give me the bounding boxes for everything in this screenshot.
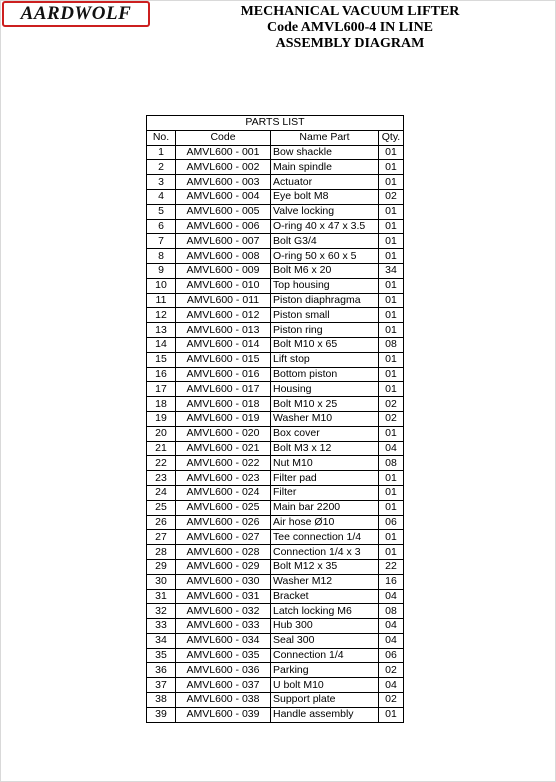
table-row: [147, 323, 404, 338]
table-row: [147, 145, 404, 160]
cell-name: Connection 1/4 x 3: [271, 545, 379, 560]
cell-qty: 01: [379, 530, 404, 545]
header-name: Name Part: [271, 130, 379, 145]
cell-qty: 01: [379, 323, 404, 338]
cell-no: 1: [147, 145, 176, 160]
cell-code: AMVL600 - 020: [176, 426, 271, 441]
parts-list-table: [146, 115, 404, 723]
table-row: [147, 411, 404, 426]
cell-name: O-ring 50 x 60 x 5: [271, 249, 379, 264]
cell-code: AMVL600 - 011: [176, 293, 271, 308]
cell-qty: 04: [379, 441, 404, 456]
cell-name: Seal 300: [271, 633, 379, 648]
cell-code: AMVL600 - 031: [176, 589, 271, 604]
cell-qty: 02: [379, 189, 404, 204]
cell-no: 30: [147, 574, 176, 589]
cell-name: Air hose Ø10: [271, 515, 379, 530]
aardwolf-logo: [2, 1, 150, 27]
cell-qty: 22: [379, 559, 404, 574]
cell-qty: 04: [379, 633, 404, 648]
table-row: [147, 530, 404, 545]
cell-qty: 06: [379, 515, 404, 530]
cell-name: Connection 1/4: [271, 648, 379, 663]
cell-no: 24: [147, 485, 176, 500]
table-row: [147, 337, 404, 352]
cell-qty: 06: [379, 648, 404, 663]
header-qty: Qty.: [379, 130, 404, 145]
cell-no: 22: [147, 456, 176, 471]
cell-no: 11: [147, 293, 176, 308]
table-row: [147, 707, 404, 722]
cell-code: AMVL600 - 027: [176, 530, 271, 545]
cell-no: 38: [147, 693, 176, 708]
cell-no: 13: [147, 323, 176, 338]
cell-code: AMVL600 - 014: [176, 337, 271, 352]
table-row: [147, 604, 404, 619]
cell-no: 23: [147, 471, 176, 486]
cell-name: Bow shackle: [271, 145, 379, 160]
cell-no: 20: [147, 426, 176, 441]
cell-no: 15: [147, 352, 176, 367]
cell-name: Box cover: [271, 426, 379, 441]
cell-no: 35: [147, 648, 176, 663]
cell-name: U bolt M10: [271, 678, 379, 693]
cell-no: 4: [147, 189, 176, 204]
cell-no: 25: [147, 500, 176, 515]
cell-code: AMVL600 - 006: [176, 219, 271, 234]
cell-code: AMVL600 - 025: [176, 500, 271, 515]
cell-name: Bracket: [271, 589, 379, 604]
cell-code: AMVL600 - 015: [176, 352, 271, 367]
header-code: Code: [176, 130, 271, 145]
cell-name: Support plate: [271, 693, 379, 708]
cell-code: AMVL600 - 032: [176, 604, 271, 619]
cell-code: AMVL600 - 009: [176, 263, 271, 278]
cell-name: Piston ring: [271, 323, 379, 338]
cell-code: AMVL600 - 036: [176, 663, 271, 678]
cell-no: 26: [147, 515, 176, 530]
cell-qty: 01: [379, 471, 404, 486]
cell-no: 7: [147, 234, 176, 249]
cell-no: 29: [147, 559, 176, 574]
table-row: [147, 515, 404, 530]
cell-name: Valve locking: [271, 204, 379, 219]
table-row: [147, 693, 404, 708]
cell-qty: 04: [379, 589, 404, 604]
cell-qty: 01: [379, 367, 404, 382]
table-row: [147, 234, 404, 249]
cell-no: 31: [147, 589, 176, 604]
cell-name: Piston diaphragma: [271, 293, 379, 308]
cell-no: 37: [147, 678, 176, 693]
cell-name: Washer M12: [271, 574, 379, 589]
cell-code: AMVL600 - 023: [176, 471, 271, 486]
cell-code: AMVL600 - 021: [176, 441, 271, 456]
table-row: [147, 471, 404, 486]
table-row: [147, 559, 404, 574]
cell-name: Eye bolt M8: [271, 189, 379, 204]
cell-name: Washer M10: [271, 411, 379, 426]
cell-code: AMVL600 - 010: [176, 278, 271, 293]
parts-list-caption: PARTS LIST: [147, 116, 404, 131]
logo-text: AARDWOLF: [20, 3, 132, 24]
cell-name: O-ring 40 x 47 x 3.5: [271, 219, 379, 234]
cell-no: 17: [147, 382, 176, 397]
cell-code: AMVL600 - 029: [176, 559, 271, 574]
table-row: [147, 633, 404, 648]
cell-code: AMVL600 - 007: [176, 234, 271, 249]
cell-qty: 08: [379, 456, 404, 471]
parts-list-header-row: [147, 130, 404, 145]
cell-no: 28: [147, 545, 176, 560]
cell-qty: 08: [379, 337, 404, 352]
cell-code: AMVL600 - 026: [176, 515, 271, 530]
cell-name: Nut M10: [271, 456, 379, 471]
table-row: [147, 397, 404, 412]
cell-no: 36: [147, 663, 176, 678]
cell-qty: 01: [379, 204, 404, 219]
cell-code: AMVL600 - 034: [176, 633, 271, 648]
cell-name: Bolt M6 x 20: [271, 263, 379, 278]
cell-no: 34: [147, 633, 176, 648]
cell-name: Hub 300: [271, 619, 379, 634]
cell-name: Handle assembly: [271, 707, 379, 722]
cell-code: AMVL600 - 024: [176, 485, 271, 500]
cell-code: AMVL600 - 012: [176, 308, 271, 323]
table-row: [147, 678, 404, 693]
cell-qty: 02: [379, 693, 404, 708]
cell-qty: 01: [379, 293, 404, 308]
cell-name: Lift stop: [271, 352, 379, 367]
cell-qty: 02: [379, 397, 404, 412]
cell-name: Main bar 2200: [271, 500, 379, 515]
cell-qty: 04: [379, 619, 404, 634]
table-row: [147, 456, 404, 471]
table-row: [147, 249, 404, 264]
cell-code: AMVL600 - 019: [176, 411, 271, 426]
cell-qty: 01: [379, 545, 404, 560]
cell-no: 8: [147, 249, 176, 264]
table-row: [147, 352, 404, 367]
cell-name: Top housing: [271, 278, 379, 293]
table-row: [147, 367, 404, 382]
cell-no: 39: [147, 707, 176, 722]
cell-code: AMVL600 - 013: [176, 323, 271, 338]
cell-code: AMVL600 - 033: [176, 619, 271, 634]
table-row: [147, 441, 404, 456]
cell-name: Bottom piston: [271, 367, 379, 382]
cell-no: 27: [147, 530, 176, 545]
cell-no: 6: [147, 219, 176, 234]
table-row: [147, 648, 404, 663]
cell-name: Bolt M12 x 35: [271, 559, 379, 574]
header-no: No.: [147, 130, 176, 145]
title-line-3: ASSEMBLY DIAGRAM: [275, 36, 425, 51]
cell-code: AMVL600 - 004: [176, 189, 271, 204]
document-title: [200, 4, 500, 52]
table-row: [147, 189, 404, 204]
cell-qty: 02: [379, 663, 404, 678]
cell-no: 12: [147, 308, 176, 323]
cell-no: 9: [147, 263, 176, 278]
table-row: [147, 263, 404, 278]
table-row: [147, 574, 404, 589]
cell-name: Actuator: [271, 175, 379, 190]
cell-qty: 34: [379, 263, 404, 278]
cell-qty: 01: [379, 308, 404, 323]
cell-code: AMVL600 - 022: [176, 456, 271, 471]
cell-qty: 01: [379, 382, 404, 397]
cell-no: 2: [147, 160, 176, 175]
cell-qty: 04: [379, 678, 404, 693]
cell-no: 10: [147, 278, 176, 293]
title-line-1: MECHANICAL VACUUM LIFTER: [240, 4, 460, 19]
cell-qty: 01: [379, 707, 404, 722]
cell-no: 14: [147, 337, 176, 352]
cell-qty: 01: [379, 278, 404, 293]
cell-code: AMVL600 - 005: [176, 204, 271, 219]
cell-name: Housing: [271, 382, 379, 397]
cell-no: 32: [147, 604, 176, 619]
cell-code: AMVL600 - 035: [176, 648, 271, 663]
cell-qty: 01: [379, 500, 404, 515]
table-row: [147, 160, 404, 175]
cell-code: AMVL600 - 002: [176, 160, 271, 175]
cell-qty: 02: [379, 411, 404, 426]
cell-qty: 01: [379, 175, 404, 190]
cell-name: Bolt M3 x 12: [271, 441, 379, 456]
cell-qty: 01: [379, 145, 404, 160]
cell-name: Piston small: [271, 308, 379, 323]
cell-code: AMVL600 - 001: [176, 145, 271, 160]
cell-qty: 08: [379, 604, 404, 619]
cell-name: Filter: [271, 485, 379, 500]
table-row: [147, 293, 404, 308]
table-row: [147, 500, 404, 515]
table-row: [147, 204, 404, 219]
title-line-2: Code AMVL600-4 IN LINE: [266, 20, 434, 35]
table-row: [147, 175, 404, 190]
table-row: [147, 619, 404, 634]
cell-code: AMVL600 - 016: [176, 367, 271, 382]
cell-code: AMVL600 - 037: [176, 678, 271, 693]
cell-code: AMVL600 - 008: [176, 249, 271, 264]
cell-code: AMVL600 - 017: [176, 382, 271, 397]
cell-no: 33: [147, 619, 176, 634]
cell-no: 19: [147, 411, 176, 426]
table-row: [147, 219, 404, 234]
table-row: [147, 382, 404, 397]
table-row: [147, 278, 404, 293]
cell-qty: 01: [379, 249, 404, 264]
cell-name: Latch locking M6: [271, 604, 379, 619]
cell-code: AMVL600 - 038: [176, 693, 271, 708]
cell-code: AMVL600 - 028: [176, 545, 271, 560]
cell-name: Parking: [271, 663, 379, 678]
cell-qty: 01: [379, 219, 404, 234]
cell-name: Bolt M10 x 65: [271, 337, 379, 352]
cell-no: 16: [147, 367, 176, 382]
cell-qty: 01: [379, 160, 404, 175]
cell-name: Bolt M10 x 25: [271, 397, 379, 412]
cell-no: 21: [147, 441, 176, 456]
cell-qty: 01: [379, 234, 404, 249]
cell-no: 18: [147, 397, 176, 412]
cell-qty: 01: [379, 426, 404, 441]
cell-name: Main spindle: [271, 160, 379, 175]
parts-list-body: [147, 145, 404, 722]
table-row: [147, 426, 404, 441]
table-row: [147, 308, 404, 323]
cell-qty: 01: [379, 352, 404, 367]
cell-code: AMVL600 - 018: [176, 397, 271, 412]
table-row: [147, 663, 404, 678]
cell-no: 5: [147, 204, 176, 219]
cell-qty: 01: [379, 485, 404, 500]
cell-name: Filter pad: [271, 471, 379, 486]
table-row: [147, 485, 404, 500]
cell-code: AMVL600 - 039: [176, 707, 271, 722]
cell-name: Bolt G3/4: [271, 234, 379, 249]
cell-qty: 16: [379, 574, 404, 589]
cell-code: AMVL600 - 003: [176, 175, 271, 190]
cell-no: 3: [147, 175, 176, 190]
cell-code: AMVL600 - 030: [176, 574, 271, 589]
cell-name: Tee connection 1/4: [271, 530, 379, 545]
table-row: [147, 589, 404, 604]
table-row: [147, 545, 404, 560]
